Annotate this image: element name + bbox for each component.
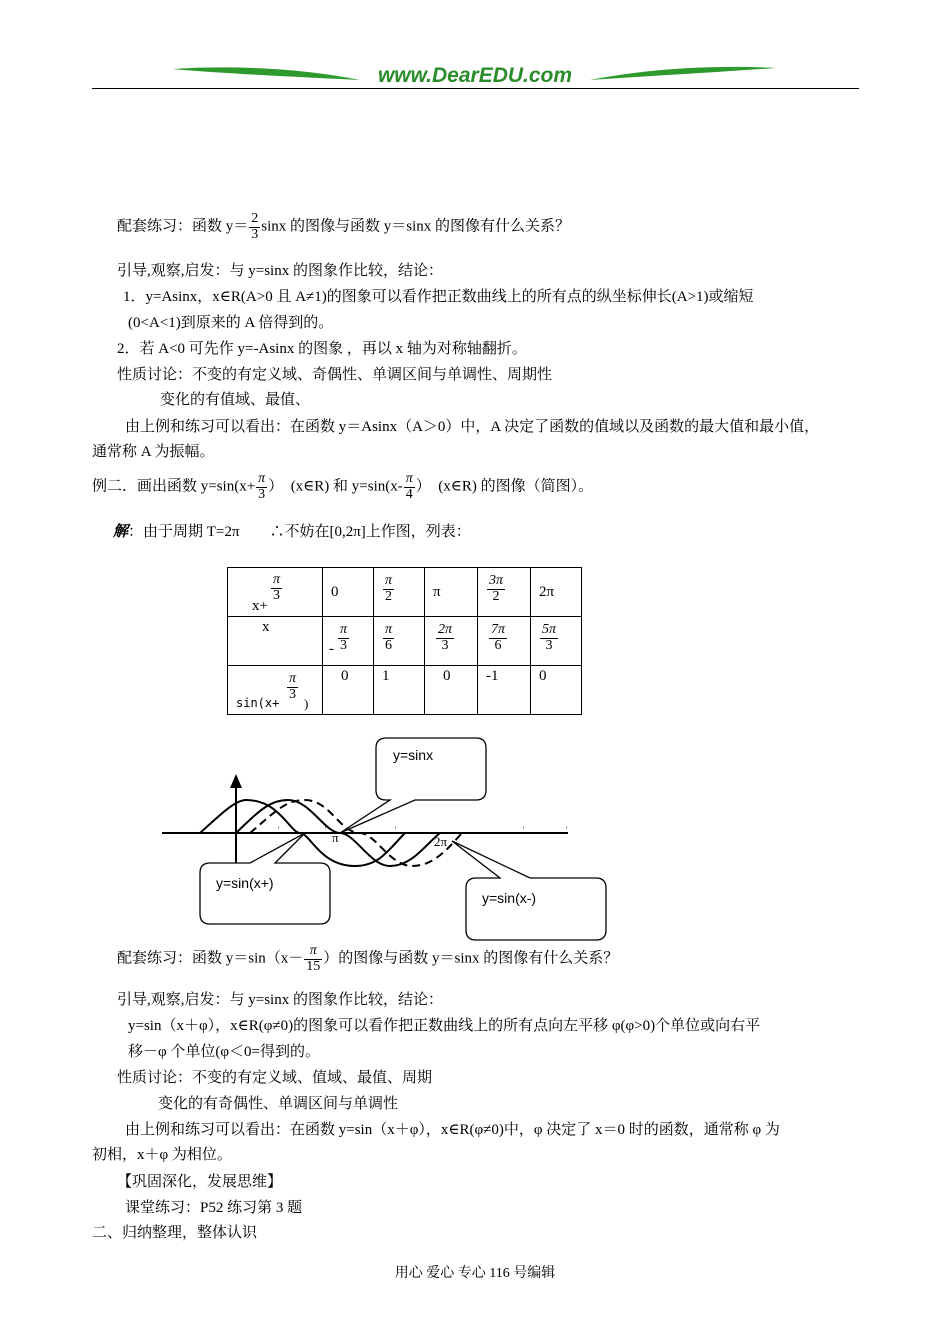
svg-text:': ' <box>566 825 568 834</box>
class-exercise: 课堂练习：P52 练习第 3 题 <box>125 1200 303 1216</box>
conclusion-3b: 移－φ 个单位(φ＜0=得到的。 <box>128 1044 321 1060</box>
summary-2b: 初相，x＋φ 为相位。 <box>92 1147 232 1163</box>
table-row: sin(x+ $\frac{\pi}{3}$ ) 0 1 0 -1 0 <box>228 666 582 715</box>
callout-sin-x-minus-text: y=sin(x-) <box>482 890 537 906</box>
fraction-pi-4: $\frac{\pi}{4}$ <box>405 471 413 502</box>
exercise-2: 配套练习：函数 y＝sin（x－ $\frac{\pi}{15}$ ）的图像与函数 y＝sinx 的图像有什么关系？ <box>117 943 619 974</box>
conclusion-2: 2．若 A<0 可先作 y=-Asinx 的图象 ，再以 x 轴为对称轴翻折。 <box>117 341 527 357</box>
fraction-two-thirds: $\frac{2}{3}$ <box>251 211 259 242</box>
property-4: 变化的有奇偶性、单调区间与单调性 <box>158 1096 399 1112</box>
fraction-pi-3: $\frac{\pi}{3}$ <box>258 471 266 502</box>
conclusion-1a: 1．y=Asinx，x∈R(A>0 且 A≠1)的图象可以看作把正数曲线上的所有点的纵坐标伸长(A>1)或缩短 <box>123 289 754 305</box>
callout-sin-x-minus-box <box>440 838 615 943</box>
logo-text: www.DearEDU.com <box>377 64 573 87</box>
callout-sin-x-plus-text: y=sin(x+) <box>216 875 274 891</box>
table-row-label: x+ $\frac{\pi}{3}$ <box>228 568 323 617</box>
conclusion-1b: (0<A<1)到原来的 A 倍得到的。 <box>128 315 334 331</box>
pi-label: π <box>332 830 339 845</box>
guide-1: 引导,观察,启发：与 y=sinx 的图象作比较，结论： <box>117 263 443 279</box>
exercise-1-prefix: 配套练习：函数 y＝ <box>117 218 249 235</box>
summary-2a: 由上例和练习可以看出：在函数 y=sin（x＋φ），x∈R(φ≠0)中，φ 决定了 x＝0 时的函数，通常称 φ 为 <box>125 1122 780 1138</box>
svg-text:': ' <box>523 825 525 834</box>
property-1: 性质讨论：不变的有定义域、奇偶性、单调区间与单调性、周期性 <box>117 367 553 383</box>
fraction-pi-15: $\frac{\pi}{15}$ <box>306 943 321 974</box>
two-pi-label: 2π <box>434 834 448 849</box>
property-3: 性质讨论：不变的有定义域、值域、最值、周期 <box>117 1070 433 1086</box>
value-table <box>227 567 582 715</box>
solution-line: 解：由于周期 T=2π ∴不妨在[0,2π]上作图，列表： <box>113 524 471 540</box>
table-row: x+ $\frac{\pi}{3}$ 0 $\frac{\pi}{2}$ π $\frac{3\pi}{2}$ 2π <box>228 568 582 617</box>
solution-label: 解 <box>113 524 129 540</box>
right-swoosh <box>590 67 776 80</box>
summary-1a: 由上例和练习可以看出：在函数 y＝Asinx（A＞0）中，A 决定了函数的值域以及函数的最大值和最小值， <box>125 419 820 435</box>
exercise-1 <box>117 212 570 242</box>
conclusion-3a: y=sin（x＋φ），x∈R(φ≠0)的图象可以看作把正数曲线上的所有点向左平移 φ(φ>0)个单位或向右平 <box>128 1018 761 1034</box>
section-two: 二、归纳整理，整体认识 <box>92 1225 258 1241</box>
y-axis-arrow <box>230 774 242 788</box>
callout-sinx-text: y=sinx <box>393 747 434 763</box>
svg-text:': ' <box>325 825 327 834</box>
svg-text:': ' <box>278 825 280 834</box>
exercise-1-suffix: sinx 的图像与函数 y＝sinx 的图像有什么关系？ <box>261 218 571 235</box>
summary-1b: 通常称 A 为振幅。 <box>92 444 215 460</box>
guide-2: 引导,观察,启发：与 y=sinx 的图象作比较，结论： <box>117 992 443 1008</box>
header-rule <box>92 88 859 89</box>
section-heading: 【巩固深化，发展思维】 <box>117 1174 283 1190</box>
example-2: 例二．画出函数 y=sin(x+ $\frac{\pi}{3}$ ） (x∈R) 和 y=sin(x- $\frac{\pi}{4}$ ） (x∈R) 的图像（简图）。 <box>92 471 594 502</box>
left-swoosh <box>172 67 360 80</box>
table-row: x - $\frac{\pi}{3}$ $\frac{\pi}{6}$ $\frac{2\pi}{3}$ $\frac{7\pi}{6}$ $\frac{5\pi}{3}$ <box>228 617 582 666</box>
header-logo <box>170 60 780 90</box>
footer: 用心 爱心 专心 116 号编辑 <box>394 1266 556 1281</box>
svg-text:': ' <box>395 825 397 834</box>
property-2: 变化的有值域、最值、 <box>160 392 311 408</box>
